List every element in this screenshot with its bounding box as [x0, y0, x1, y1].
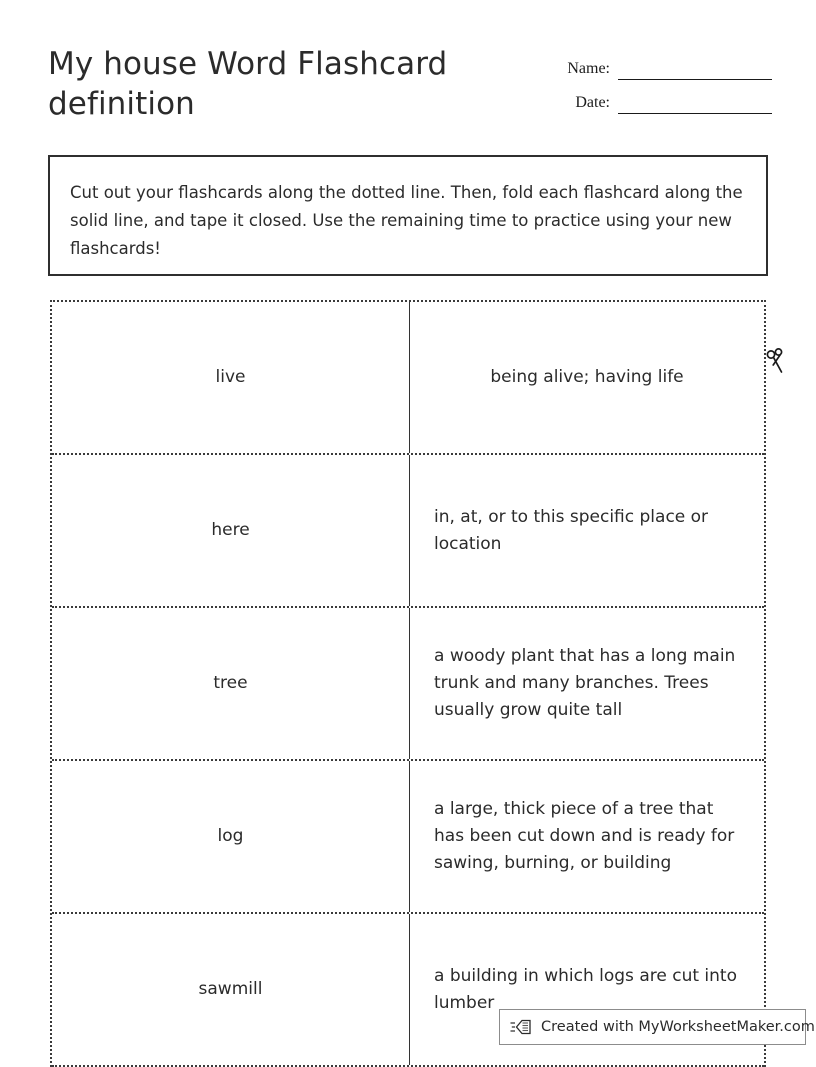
flashcard-definition: in, at, or to this specific place or location [434, 506, 709, 554]
flashcard-word: log [217, 826, 244, 846]
flashcard-word-cell [52, 302, 410, 453]
name-date-block [548, 46, 772, 114]
flashcard-definition-cell [410, 608, 764, 759]
table-row [52, 455, 764, 608]
flashcard-word: live [215, 367, 246, 387]
date-input-line[interactable] [618, 93, 772, 114]
scissors-icon [764, 345, 790, 377]
name-input-line[interactable] [618, 59, 772, 80]
instruction-box [48, 155, 768, 276]
table-row [52, 302, 764, 455]
flashcard-table [50, 300, 766, 1067]
instruction-text: Cut out your flashcards along the dotted line. Then, fold each flashcard along the solid line, and tape it closed. Use the remaining time to practice using your new flashcards! [70, 183, 743, 258]
watermark-badge[interactable] [499, 1009, 815, 1045]
worksheet-header [0, 0, 816, 140]
flashcard-word-cell [52, 455, 410, 606]
date-field-label: Date: [575, 94, 610, 111]
flashcard-definition: being alive; having life [490, 367, 684, 387]
flashcard-word: here [211, 520, 250, 540]
flashcard-word: tree [213, 673, 248, 693]
watermark-text: Created with MyWorksheetMaker.com [541, 1019, 815, 1035]
flashcard-definition: a woody plant that has a long main trunk and many branches. Trees usually grow quite tall [434, 646, 736, 720]
date-field-row [548, 80, 772, 114]
page-title: My house Word Flashcard definition [48, 46, 448, 122]
name-field-row [548, 46, 772, 80]
flashcard-definition-cell [410, 302, 764, 453]
flashcard-definition-cell [410, 761, 764, 912]
flashcard-definition-cell [410, 455, 764, 606]
flashcard-definition: a large, thick piece of a tree that has been cut down and is ready for sawing, burning, or building [434, 799, 735, 873]
flashcard-word-cell [52, 761, 410, 912]
flashcard-word-cell [52, 914, 410, 1065]
worksheet-maker-logo-icon [510, 1016, 532, 1038]
flashcard-word: sawmill [198, 979, 263, 999]
table-row [52, 608, 764, 761]
flashcard-definition: a building in which logs are cut into lumber [434, 965, 737, 1013]
flashcard-word-cell [52, 608, 410, 759]
table-row [52, 761, 764, 914]
name-field-label: Name: [567, 60, 610, 77]
